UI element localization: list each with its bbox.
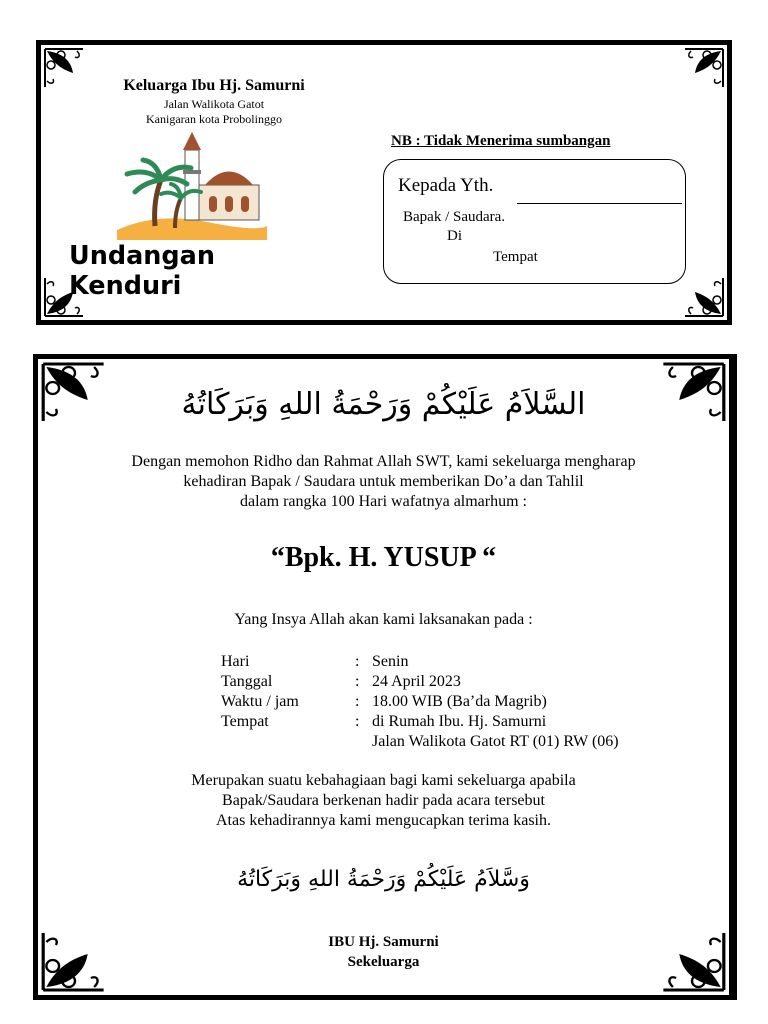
- intro-line: Dengan memohon Ridho dan Rahmat Allah SWT, kami sekeluarga mengharap: [131, 453, 636, 470]
- signature: [38, 932, 729, 972]
- recipient-box: [383, 159, 686, 284]
- envelope-card: [36, 40, 732, 325]
- closing-line: Bapak/Saudara berkenan hadir pada acara tersebut: [222, 792, 545, 809]
- closing-line: Atas kehadirannya kami mengucapkan terima kasih.: [216, 812, 551, 829]
- detail-value: 24 April 2023: [372, 673, 461, 690]
- detail-row-address: [221, 732, 619, 752]
- detail-colon: :: [355, 673, 360, 690]
- floral-corner-icon: [43, 47, 87, 91]
- detail-label: Tempat: [221, 713, 269, 730]
- floral-corner-icon: [681, 274, 725, 318]
- family-name: Keluarga Ibu Hj. Samurni: [123, 77, 305, 94]
- intro-paragraph: [38, 452, 729, 512]
- detail-row-hari: [221, 652, 619, 672]
- invitation-title: Undangan Kenduri: [69, 241, 215, 301]
- detail-row-tempat: [221, 712, 619, 732]
- detail-value: 18.00 WIB (Ba’da Magrib): [372, 693, 547, 710]
- detail-label: [221, 732, 355, 752]
- salam-closing: وَسَّلاَمُ عَلَيْكُمْ وَرَحْمَةُ اللهِ وَبَرَكَاتُهُ: [237, 867, 530, 892]
- detail-label: Waktu / jam: [221, 693, 299, 710]
- intro-line: kehadiran Bapak / Saudara untuk memberikan Do’a dan Tahlil: [183, 473, 584, 490]
- recipient-kepada: Kepada Yth.: [398, 175, 494, 196]
- detail-colon: :: [355, 713, 360, 730]
- detail-colon: [355, 732, 372, 752]
- detail-value: di Rumah Ibu. Hj. Samurni: [372, 713, 547, 730]
- note-no-donations: NB : Tidak Menerima sumbangan: [391, 133, 611, 149]
- detail-value: Senin: [372, 653, 409, 670]
- event-details: [221, 652, 619, 752]
- address-line-2: Kanigaran kota Probolinggo: [146, 112, 282, 126]
- detail-label: Hari: [221, 653, 250, 670]
- recipient-di: Di: [447, 228, 462, 244]
- invitation-card: [33, 354, 737, 1000]
- recipient-underline: [517, 203, 682, 204]
- detail-row-tanggal: [221, 672, 619, 692]
- deceased-name: “Bpk. H. YUSUP “: [270, 542, 497, 573]
- detail-colon: :: [355, 653, 360, 670]
- address-line-1: Jalan Walikota Gatot: [163, 97, 265, 111]
- detail-label: Tanggal: [221, 673, 273, 690]
- schedule-lead: Yang Insya Allah akan kami laksanakan pada :: [234, 611, 533, 628]
- floral-corner-icon: [681, 47, 725, 91]
- signature-name: IBU Hj. Samurni: [328, 934, 439, 950]
- signature-family: Sekeluarga: [347, 954, 420, 970]
- mosque-palm-icon: [117, 130, 267, 240]
- salam-opening: السَّلاَمُ عَلَيْكُمْ وَرَحْمَةُ اللهِ وَبَرَكَاتُهُ: [181, 387, 586, 422]
- closing-line: Merupakan suatu kebahagiaan bagi kami sekeluarga apabila: [191, 772, 576, 789]
- recipient-tempat: Tempat: [493, 249, 538, 265]
- intro-line: dalam rangka 100 Hari wafatnya almarhum :: [240, 493, 527, 510]
- recipient-bapak: Bapak / Saudara.: [403, 209, 506, 225]
- detail-colon: :: [355, 693, 360, 710]
- closing-paragraph: [38, 771, 729, 831]
- detail-value: Jalan Walikota Gatot RT (01) RW (06): [372, 733, 619, 750]
- detail-row-waktu: [221, 692, 619, 712]
